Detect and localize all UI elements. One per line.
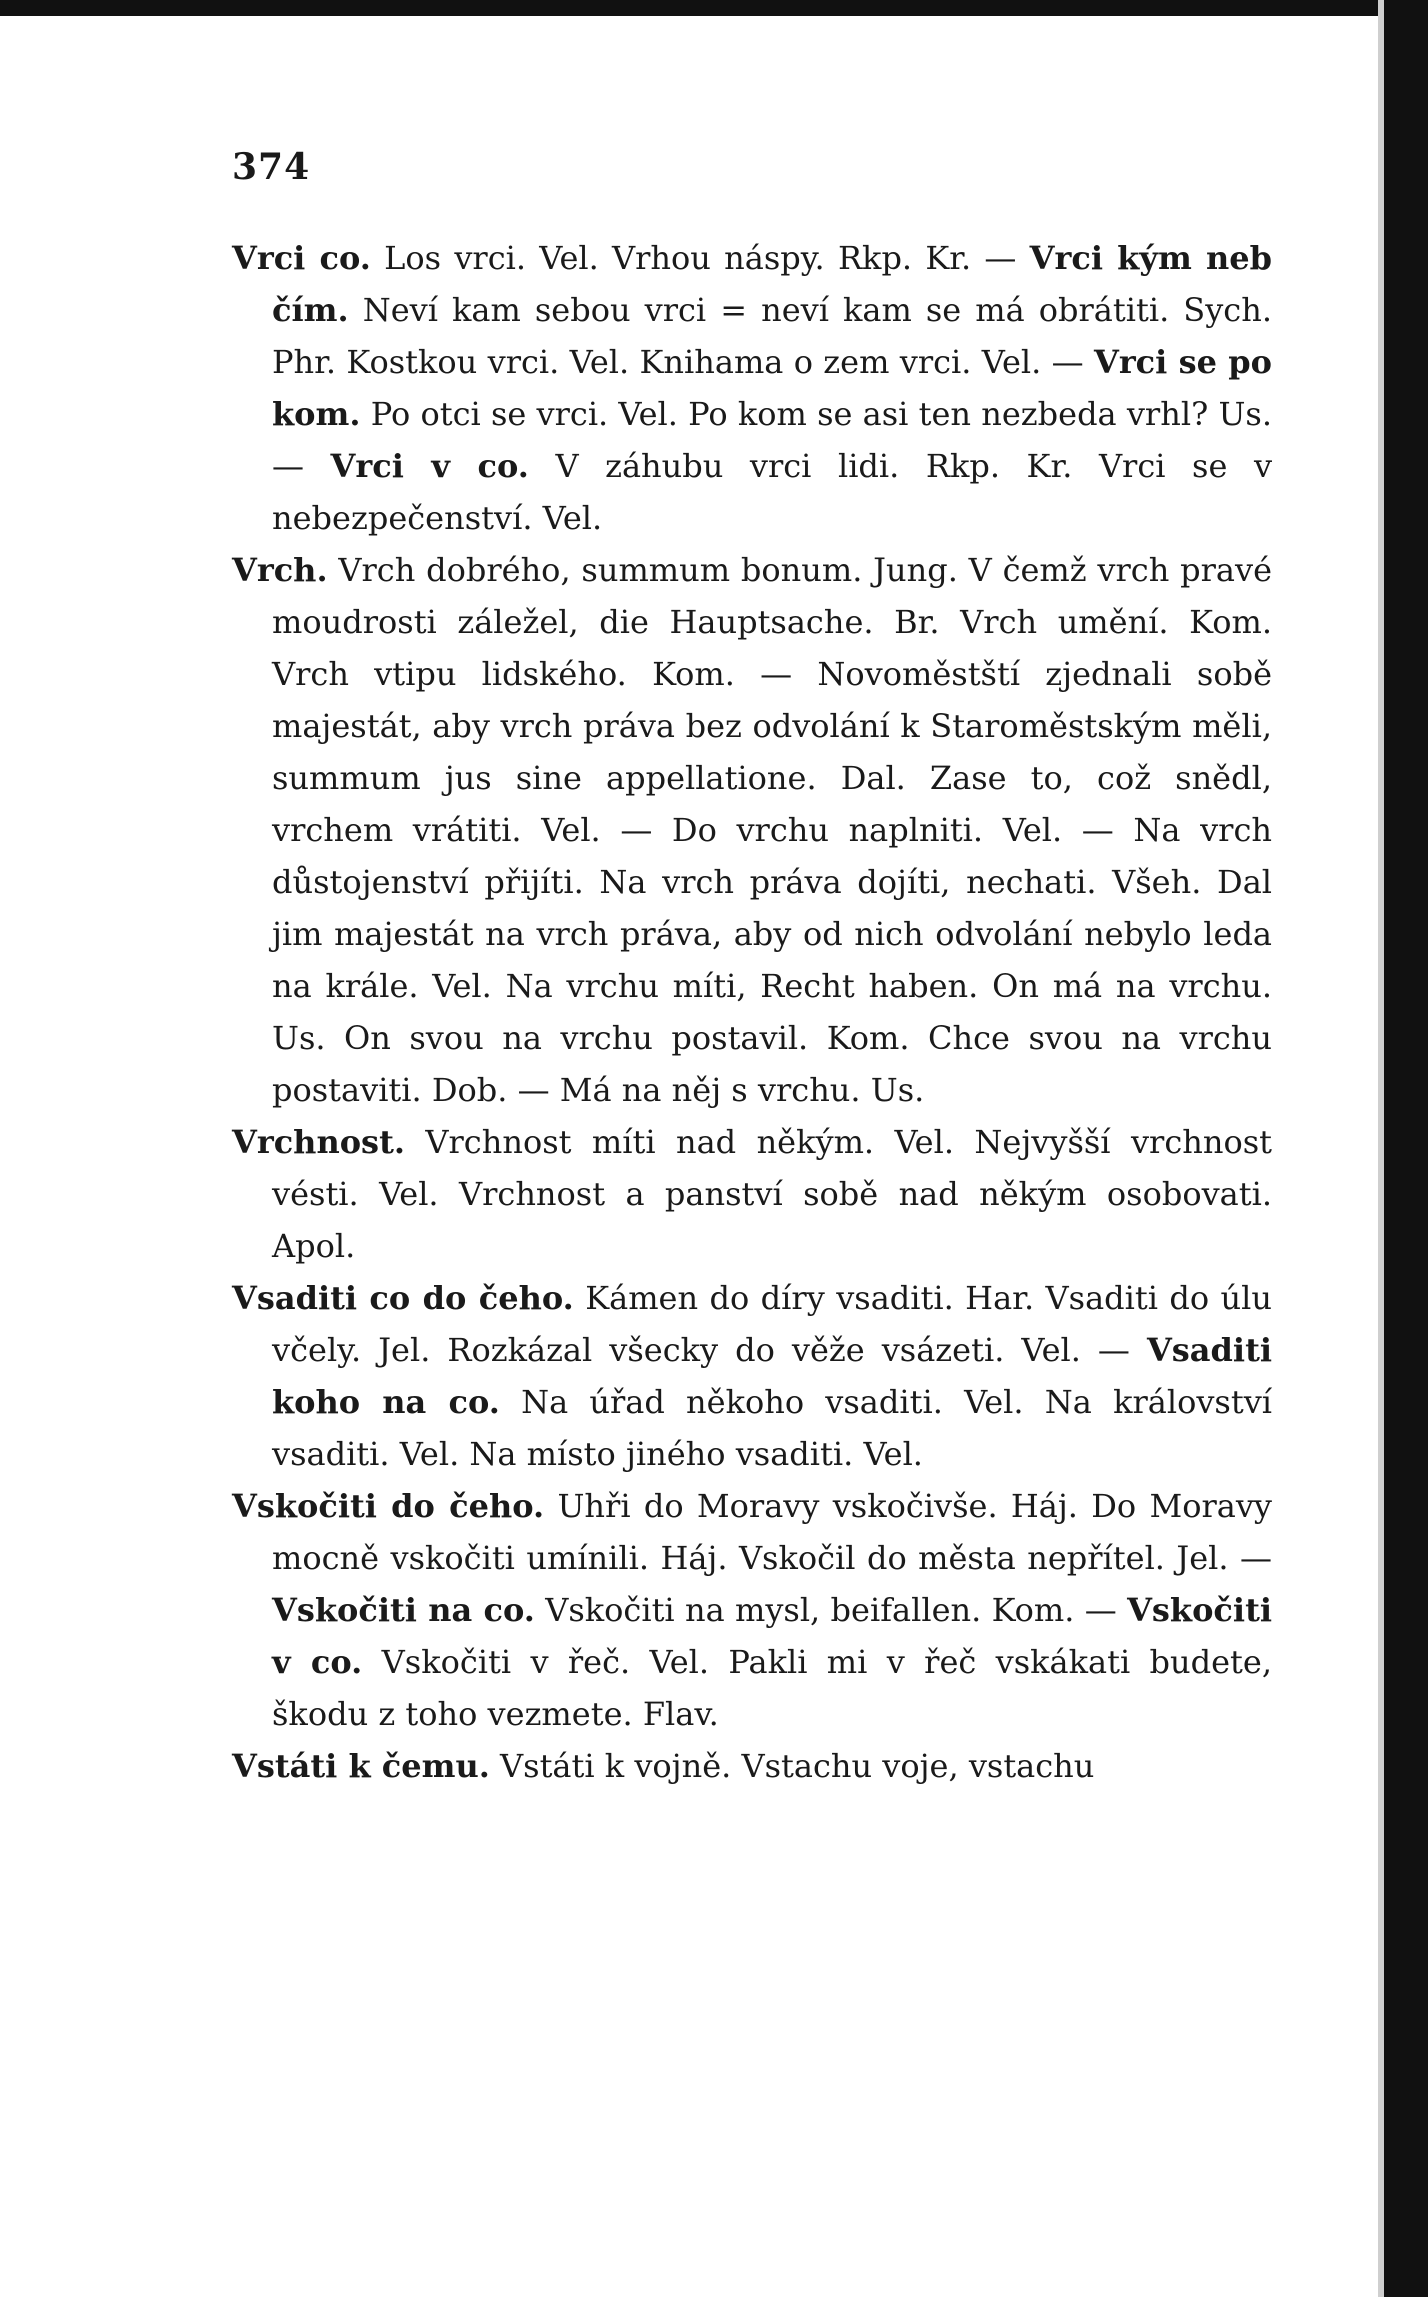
entry-text: Vskočiti v řeč. Vel. Pakli mi v řeč vskákati budete, škodu z toho vezmete. Flav. bbox=[272, 1643, 1273, 1733]
entry-text: V záhubu vrci lidi. Rkp. Kr. Vrci se v nebezpečenství. Vel. bbox=[272, 447, 1273, 537]
entry-text: Vrchnost míti nad někým. Vel. Nejvyšší vrchnost vésti. Vel. Vrchnost a panství sobě nad někým osobovati. Apol. bbox=[272, 1123, 1272, 1265]
entry-text: Na úřad někoho vsaditi. Vel. Na království vsaditi. Vel. Na místo jiného vsaditi. Vel. bbox=[272, 1383, 1273, 1473]
headword: Vsaditi koho na co. bbox=[272, 1331, 1272, 1421]
entry-text: Neví kam sebou vrci = neví kam se má obrátiti. Sych. Phr. Kostkou vrci. Vel. Knihama o zem vrci. Vel. — bbox=[272, 291, 1272, 381]
entry-vrch bbox=[232, 544, 1272, 1116]
headword: Vrchnost. bbox=[232, 1123, 405, 1161]
headword: Vsaditi co do čeho. bbox=[232, 1279, 574, 1317]
headword: Vskočiti na co. bbox=[272, 1591, 535, 1629]
headword: Vstáti k čemu. bbox=[232, 1747, 490, 1785]
scan-top-border bbox=[0, 0, 1428, 16]
entry-vrchnost bbox=[232, 1116, 1272, 1272]
entry-text: Vstáti k vojně. Vstachu voje, vstachu bbox=[489, 1747, 1095, 1785]
entry-vsaditi bbox=[232, 1272, 1272, 1480]
headword: Vskočiti v co. bbox=[272, 1591, 1272, 1681]
entry-vrci bbox=[232, 232, 1272, 544]
entry-text: Po otci se vrci. Vel. Po kom se asi ten nezbeda vrhl? Us. — bbox=[272, 395, 1272, 485]
entry-vskociti bbox=[232, 1480, 1272, 1740]
headword: Vskočiti do čeho. bbox=[232, 1487, 545, 1525]
entry-vstati bbox=[232, 1740, 1272, 1792]
entry-text: Vskočiti na mysl, beifallen. Kom. — bbox=[534, 1591, 1128, 1629]
entry-text: Los vrci. Vel. Vrhou náspy. Rkp. Kr. — bbox=[370, 239, 1030, 277]
headword: Vrci v co. bbox=[330, 447, 529, 485]
entry-text: Uhři do Moravy vskočivše. Háj. Do Moravy mocně vskočiti umínili. Háj. Vskočil do města nepřítel. Jel. — bbox=[272, 1487, 1273, 1577]
entry-text: Kámen do díry vsaditi. Har. Vsaditi do úlu včely. Jel. Rozkázal všecky do věže vsázeti. Vel. — bbox=[272, 1279, 1273, 1369]
headword: Vrci se po kom. bbox=[272, 343, 1273, 433]
headword: Vrci co. bbox=[232, 239, 371, 277]
dictionary-entries bbox=[232, 232, 1272, 1792]
headword: Vrci kým neb čím. bbox=[272, 239, 1273, 329]
entry-text: Vrch dobrého, summum bonum. Jung. V čemž vrch pravé moudrosti záležel, die Hauptsache. Br. Vrch umění. Kom. Vrch vtipu lidského. Kom. — Novoměstští zjednali sobě majestát, aby vrch práva bez odvolání k Staroměstským měli, summum jus sine appellatione. Dal. Zase to, což snědl, vrchem vrátiti. Vel. — Do vrchu naplniti. Vel. — Na vrch důstojenství přijíti. Na vrch práva dojíti, nechati. Všeh. Dal jim majestát na vrch práva, aby od nich odvolání nebylo leda na krále. Vel. Na vrchu míti, Recht haben. On má na vrchu. Us. On svou na vrchu postavil. Kom. Chce svou na vrchu postaviti. Dob. — Má na něj s vrchu. Us. bbox=[272, 551, 1272, 1109]
scan-right-border bbox=[1384, 0, 1428, 2297]
headword: Vrch. bbox=[232, 551, 328, 589]
page-number: 374 bbox=[232, 146, 311, 188]
